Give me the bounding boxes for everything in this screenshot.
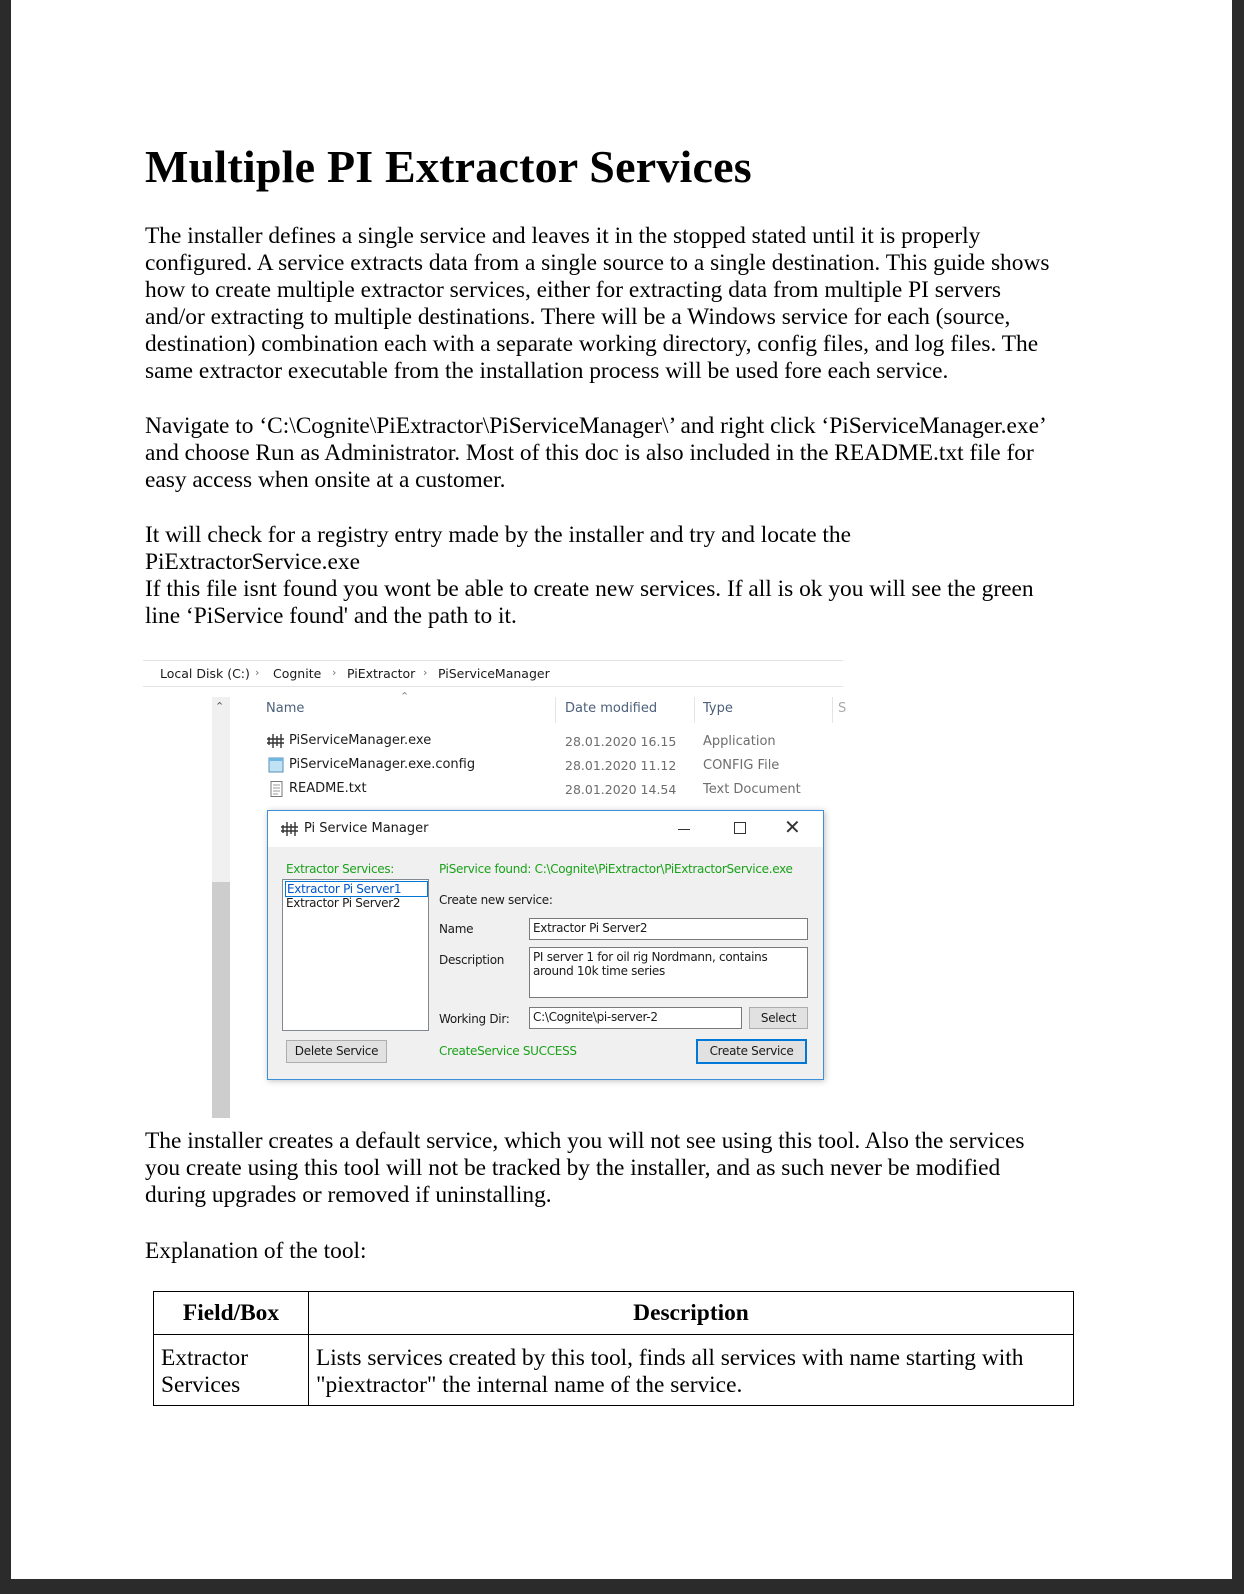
sort-ascending-icon: ⌃ <box>400 690 410 703</box>
text-file-icon <box>267 781 285 797</box>
working-dir-field[interactable]: C:\Cognite\pi-server-2 <box>529 1007 742 1029</box>
delete-service-button[interactable]: Delete Service <box>286 1040 387 1063</box>
services-label: Extractor Services: <box>286 862 395 876</box>
app-icon <box>281 822 299 836</box>
service-found-status: PiService found: C:\Cognite\PiExtractor\PiExtractorService.exe <box>439 862 793 876</box>
pi-service-manager-dialog <box>267 810 824 1080</box>
registry-paragraph: It will check for a registry entry made by the installer and try and locate the PiExtractorService.exe If this file isnt found you wont be able to create new services. If all is ok you will see the green line ‘PiService found' and the path to it. <box>145 522 1034 629</box>
scroll-up-icon[interactable]: ⌃ <box>215 700 225 713</box>
breadcrumb-separator-icon: › <box>255 666 260 679</box>
file-date: 28.01.2020 16.15 <box>565 734 677 749</box>
column-header-type[interactable]: Type <box>703 701 733 716</box>
explanation-heading: Explanation of the tool: <box>145 1238 367 1264</box>
dialog-title: Pi Service Manager <box>304 821 429 836</box>
list-item[interactable]: Extractor Pi Server1 <box>285 881 428 897</box>
description-label: Description <box>439 953 505 967</box>
scrollbar-thumb[interactable] <box>212 882 230 1118</box>
breadcrumb-piextractor[interactable]: PiExtractor <box>347 666 416 681</box>
description-field[interactable]: PI server 1 for oil rig Nordmann, contains around 10k time series <box>529 947 808 998</box>
column-divider[interactable] <box>832 697 833 723</box>
dialog-titlebar[interactable] <box>268 811 823 847</box>
breadcrumb-cognite[interactable]: Cognite <box>273 666 322 681</box>
intro-paragraph: The installer defines a single service and leaves it in the stopped stated until it is properly configured. A service extracts data from a single source to a single destination. This guide shows how to create multiple extractor services, either for extracting data from multiple PI servers and/or extracting to multiple destinations. There will be a Windows service for each (source, destination) combination each with a separate working directory, config files, and log files. The same extractor executable from the installation process will be used fore each service. <box>145 223 1050 384</box>
default-service-paragraph: The installer creates a default service, which you will not see using this tool. Also the services you create using this tool will not be tracked by the installer, and as such never be modified during upgrades or removed if uninstalling. <box>145 1128 1025 1208</box>
breadcrumb-separator-icon: › <box>423 666 428 679</box>
list-item[interactable]: Extractor Pi Server2 <box>286 896 401 910</box>
name-label: Name <box>439 922 474 936</box>
navigate-paragraph: Navigate to ‘C:\Cognite\PiExtractor\PiServiceManager\’ and right click ‘PiServiceManager.exe’ and choose Run as Administrator. Most of this doc is also included in the README.txt file for easy access when onsite at a customer. <box>145 413 1047 493</box>
table-cell-description: Lists services created by this tool, finds all services with name starting with "piextractor" the internal name of the service. <box>309 1335 1074 1406</box>
column-divider[interactable] <box>555 697 556 723</box>
column-header-field: Field/Box <box>154 1292 309 1335</box>
breadcrumb-piservicemanager[interactable]: PiServiceManager <box>438 666 550 681</box>
column-header-description: Description <box>309 1292 1074 1335</box>
file-row[interactable] <box>143 731 843 753</box>
file-type: Application <box>703 734 776 749</box>
file-type: Text Document <box>703 782 801 797</box>
create-service-status: CreateService SUCCESS <box>439 1044 577 1058</box>
table-header-row <box>154 1292 1074 1335</box>
services-list[interactable] <box>282 879 429 1031</box>
file-row[interactable] <box>143 755 843 777</box>
breadcrumb-separator-icon: › <box>332 666 337 679</box>
address-bar[interactable] <box>143 660 843 687</box>
working-dir-label: Working Dir: <box>439 1012 510 1026</box>
column-header-name[interactable]: Name <box>266 701 305 716</box>
create-service-button[interactable]: Create Service <box>696 1039 807 1064</box>
file-row[interactable] <box>143 779 843 801</box>
select-button[interactable]: Select <box>749 1007 808 1029</box>
table-row <box>154 1335 1074 1406</box>
file-date: 28.01.2020 11.12 <box>565 758 677 773</box>
embedded-screenshot <box>143 660 845 1120</box>
file-type: CONFIG File <box>703 758 780 773</box>
close-icon[interactable]: ✕ <box>784 815 801 839</box>
maximize-icon[interactable] <box>734 822 746 834</box>
column-header-size[interactable]: S <box>838 701 847 716</box>
minimize-icon[interactable] <box>678 829 690 830</box>
column-header-date[interactable]: Date modified <box>565 701 658 716</box>
create-new-service-header: Create new service: <box>439 893 553 907</box>
app-icon <box>267 733 285 749</box>
name-field[interactable]: Extractor Pi Server2 <box>529 918 808 940</box>
field-description-table <box>153 1291 1074 1406</box>
config-file-icon <box>267 757 285 773</box>
file-date: 28.01.2020 14.54 <box>565 782 677 797</box>
breadcrumb-local-disk[interactable]: Local Disk (C:) <box>160 666 250 681</box>
file-name: PiServiceManager.exe <box>289 733 432 748</box>
column-divider[interactable] <box>694 697 695 723</box>
page-title: Multiple PI Extractor Services <box>145 141 752 192</box>
file-name: PiServiceManager.exe.config <box>289 757 476 772</box>
file-name: README.txt <box>289 781 367 796</box>
table-cell-field: Extractor Services <box>154 1335 309 1406</box>
